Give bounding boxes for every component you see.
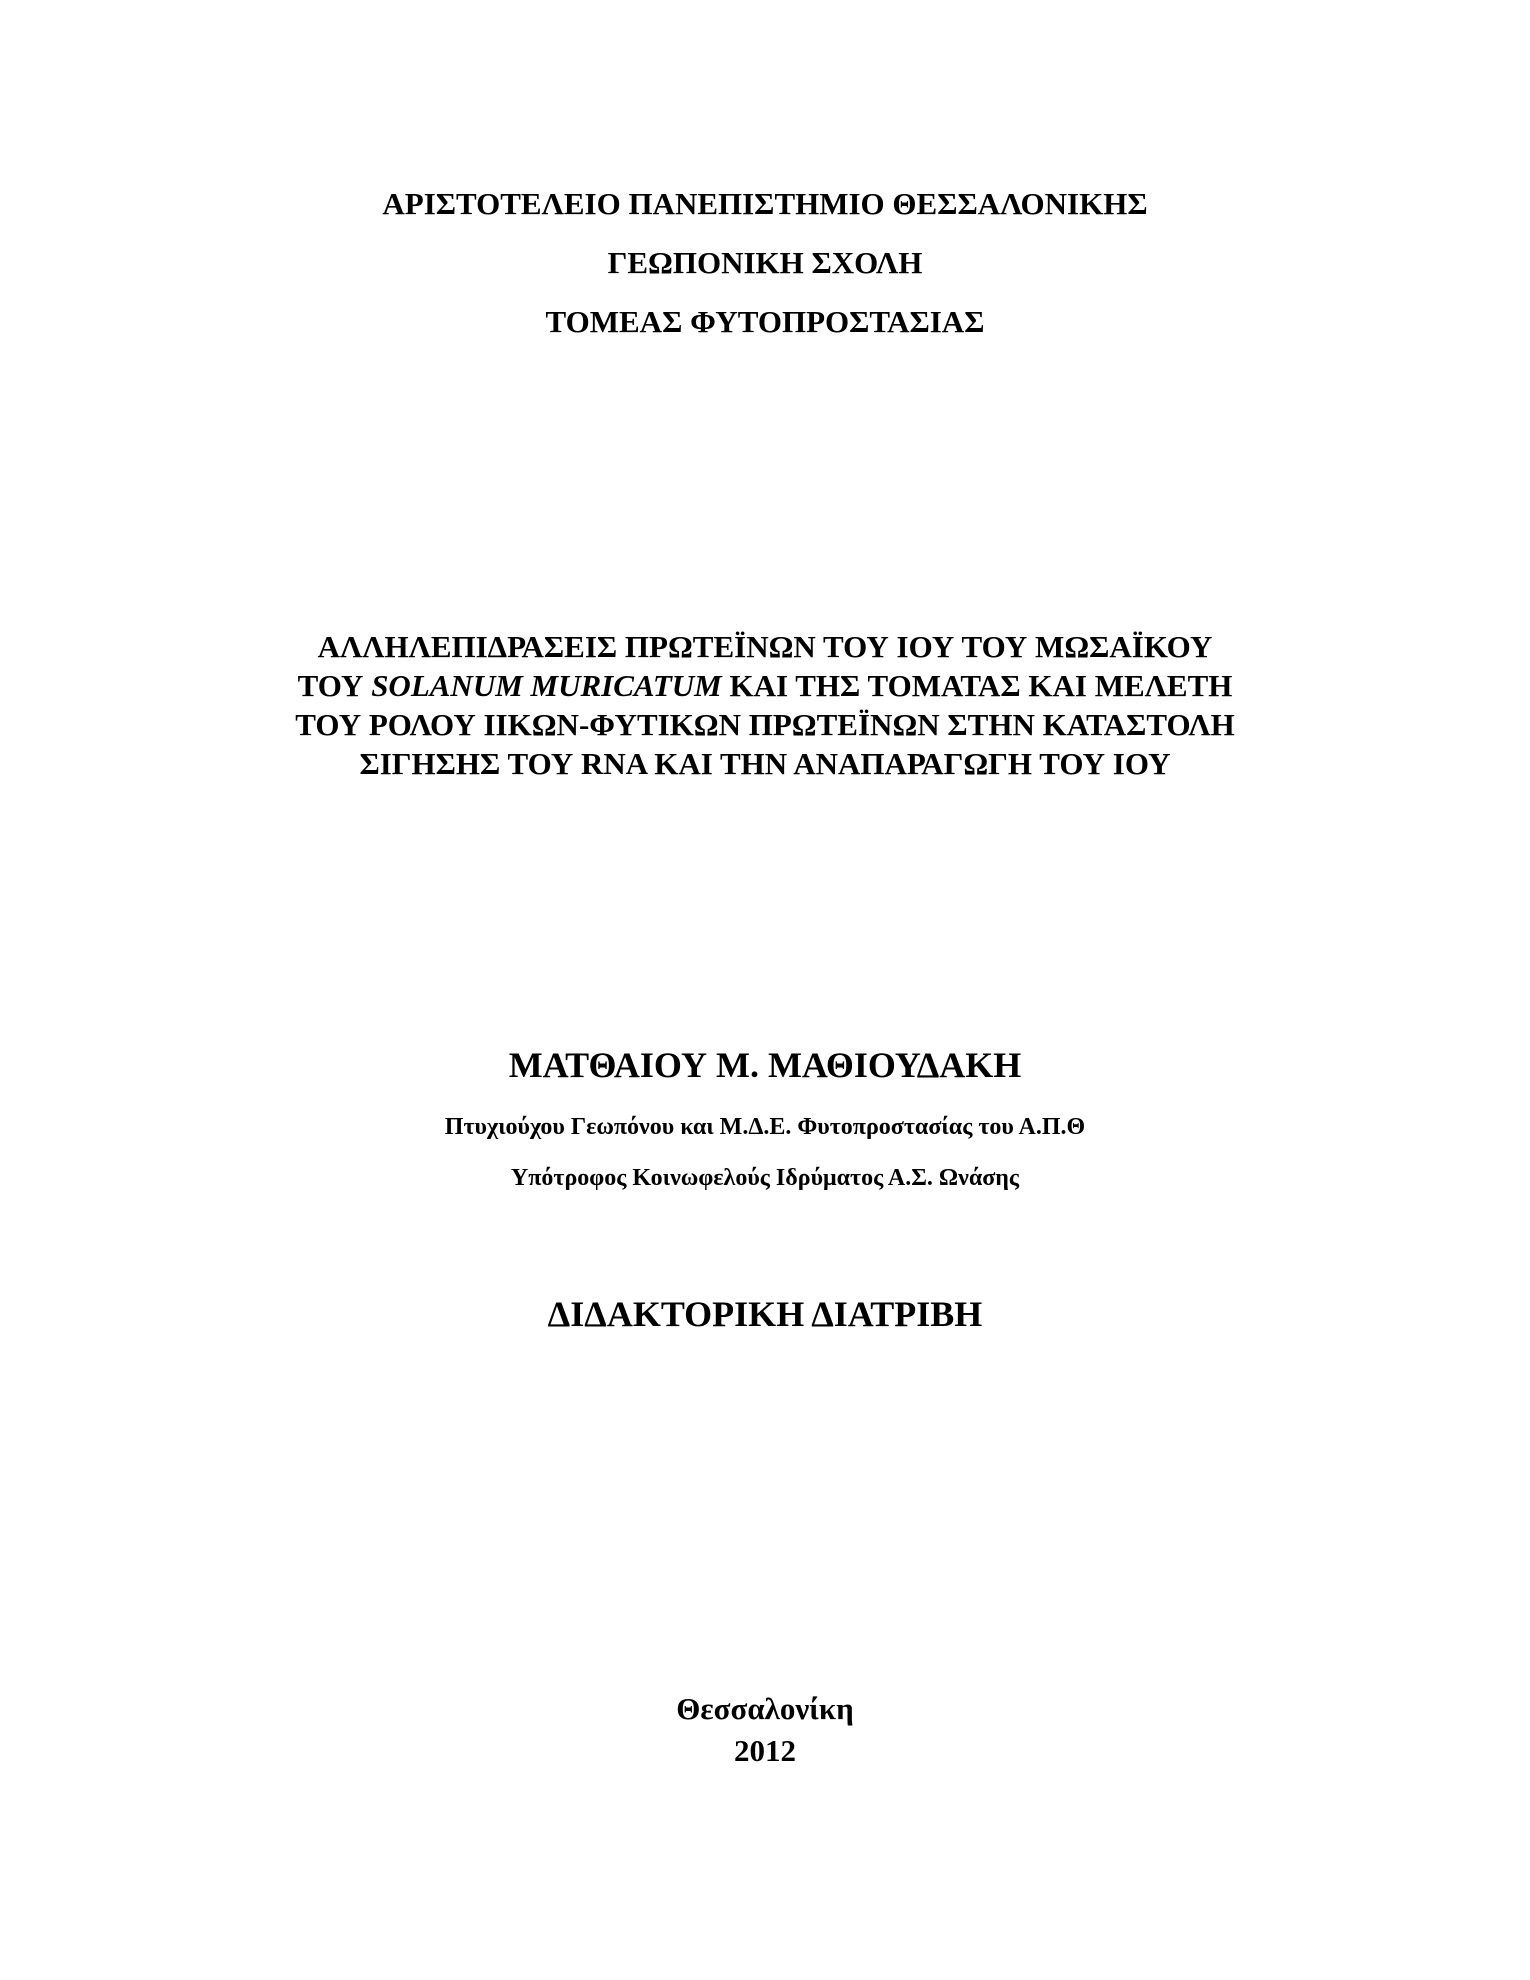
author-name: ΜΑΤΘΑΙΟΥ Μ. ΜΑΘΙΟΥΔΑΚΗ <box>508 1045 1022 1085</box>
city: Θεσσαλονίκη <box>676 1691 854 1726</box>
thesis-title-line-2 <box>0 670 1530 701</box>
school-name: ΓΕΩΠΟΝΙΚΗ ΣΧΟΛΗ <box>607 245 923 280</box>
year: 2012 <box>734 1733 796 1768</box>
university-name: ΑΡΙΣΤΟΤΕΛΕΙΟ ΠΑΝΕΠΙΣΤΗΜΙΟ ΘΕΣΣΑΛΟΝΙΚΗΣ <box>382 186 1148 221</box>
department-name: ΤΟΜΕΑΣ ΦΥΤΟΠΡΟΣΤΑΣΙΑΣ <box>545 304 985 339</box>
thesis-title-line-3: ΤΟΥ ΡΟΛΟΥ ΙΙΚΩΝ-ΦΥΤΙΚΩΝ ΠΡΩΤΕΪΝΩΝ ΣΤΗΝ ΚΑΤΑΣΤΟΛΗ <box>295 707 1235 742</box>
author-credential-2: Υπότροφος Κοινωφελούς Ιδρύματος Α.Σ. Ωνάσης <box>510 1165 1020 1191</box>
species-name: SOLANUM MURICATUM <box>371 668 722 703</box>
thesis-title-line-1: ΑΛΛΗΛΕΠΙΔΡΑΣΕΙΣ ΠΡΩΤΕΪΝΩΝ ΤΟΥ ΙΟΥ ΤΟΥ ΜΩΣΑΪΚΟΥ <box>317 629 1213 664</box>
author-credential-1: Πτυχιούχου Γεωπόνου και Μ.Δ.Ε. Φυτοπροστασίας του Α.Π.Θ <box>444 1114 1086 1140</box>
document-type: ΔΙΔΑΚΤΟΡΙΚΗ ΔΙΑΤΡΙΒΗ <box>547 1294 983 1334</box>
thesis-title-line-4: ΣΙΓΗΣΗΣ ΤΟΥ RNA ΚΑΙ ΤΗΝ ΑΝΑΠΑΡΑΓΩΓΗ ΤΟΥ ΙΟΥ <box>359 746 1171 781</box>
thesis-title-line-2-post: ΚΑΙ ΤΗΣ ΤΟΜΑΤΑΣ ΚΑΙ ΜΕΛΕΤΗ <box>721 668 1233 703</box>
thesis-title-line-2-pre: ΤΟΥ <box>297 668 372 703</box>
